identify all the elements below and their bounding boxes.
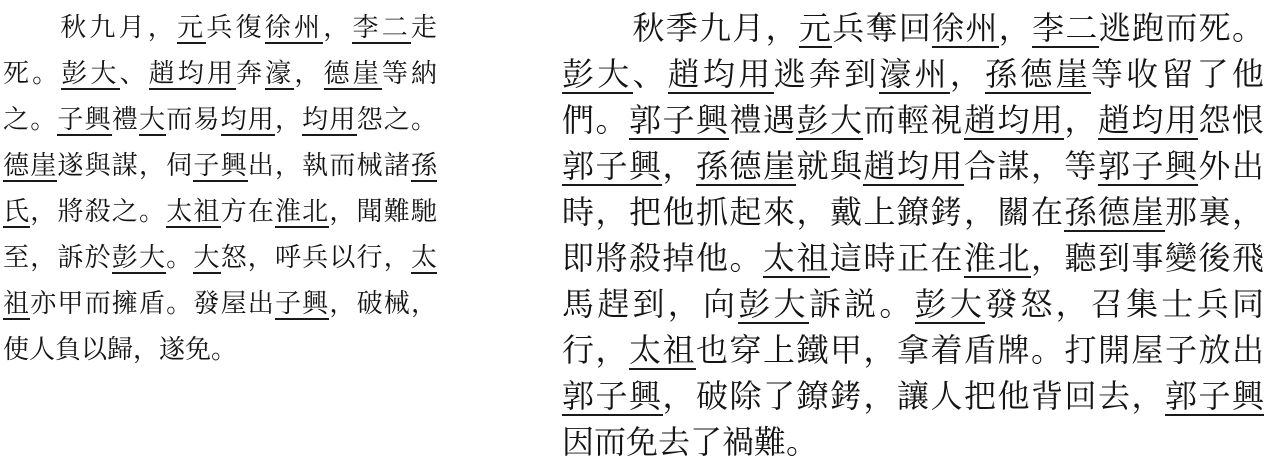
proper-noun-underlined: 郭子興 bbox=[1097, 148, 1199, 184]
text-line bbox=[562, 235, 1264, 281]
text-run: 那裏， bbox=[1164, 194, 1264, 230]
proper-noun-underlined: 均用 bbox=[220, 105, 275, 134]
proper-noun-underlined: 子興 bbox=[274, 289, 330, 318]
text-run: 即將殺掉他。 bbox=[562, 240, 763, 276]
proper-noun-underlined: 郭子興 bbox=[629, 102, 730, 138]
proper-noun-underlined: 德崖 bbox=[3, 151, 58, 180]
text-run: 外出 bbox=[1198, 148, 1264, 184]
proper-noun-underlined: 孫德崖 bbox=[1064, 194, 1165, 230]
text-line bbox=[562, 97, 1264, 143]
text-run: 方在 bbox=[220, 197, 275, 226]
proper-noun-underlined: 淮北 bbox=[274, 197, 330, 226]
text-run: ，將殺之。 bbox=[30, 197, 167, 226]
text-run: ， bbox=[274, 105, 303, 134]
text-run: 禮遇 bbox=[729, 102, 797, 138]
text-run: ， bbox=[662, 148, 696, 184]
proper-noun-underlined: 子興 bbox=[193, 151, 248, 180]
text-run: ， bbox=[323, 13, 353, 42]
text-run: 這時正在 bbox=[829, 240, 964, 276]
text-line bbox=[562, 327, 1264, 373]
proper-noun-underlined: 孫 bbox=[410, 151, 437, 180]
proper-noun-underlined: 子興 bbox=[57, 105, 112, 134]
text-run: 就與 bbox=[796, 148, 864, 184]
text-line bbox=[3, 5, 437, 51]
text-line bbox=[562, 51, 1264, 97]
text-run: 怨恨 bbox=[1198, 102, 1264, 138]
proper-noun-underlined: 趙均用 bbox=[963, 102, 1065, 138]
proper-noun-underlined: 太祖 bbox=[762, 240, 830, 276]
proper-noun-underlined: 太祖 bbox=[629, 332, 696, 368]
text-run: ，聞難馳 bbox=[329, 197, 437, 226]
text-run: 至，訴於 bbox=[3, 243, 112, 272]
proper-noun-underlined: 彭大 bbox=[111, 243, 167, 272]
text-run: ，破械， bbox=[329, 289, 437, 318]
text-run: 等收留了他 bbox=[1090, 56, 1264, 92]
text-run: 怒，呼兵以行， bbox=[220, 243, 411, 272]
proper-noun-underlined: 趙均用 bbox=[148, 59, 237, 88]
text-run: 秋九月， bbox=[60, 13, 178, 42]
proper-noun-underlined: 彭大 bbox=[738, 286, 809, 322]
proper-noun-underlined: 祖 bbox=[3, 289, 31, 318]
text-run: 。 bbox=[166, 243, 194, 272]
proper-noun-underlined: 彭大 bbox=[61, 59, 120, 88]
text-line bbox=[562, 5, 1264, 51]
text-run: 們。 bbox=[562, 102, 629, 138]
text-run: 怨之。 bbox=[356, 105, 437, 134]
text-run: 也穿上鐵甲，拿着盾牌。打開屋子放出 bbox=[696, 332, 1264, 368]
text-line bbox=[3, 281, 437, 327]
text-line bbox=[3, 51, 437, 97]
proper-noun-underlined: 均用 bbox=[302, 105, 357, 134]
proper-noun-underlined: 元 bbox=[798, 10, 833, 46]
text-run: 逃奔到 bbox=[773, 56, 880, 92]
proper-noun-underlined: 彭大 bbox=[562, 56, 633, 92]
text-run: 亦甲而擁盾。發屋出 bbox=[30, 289, 275, 318]
text-run: 之。 bbox=[3, 105, 58, 134]
text-line bbox=[562, 189, 1264, 235]
text-run: 禮 bbox=[111, 105, 139, 134]
proper-noun-underlined: 濠州 bbox=[879, 56, 950, 92]
text-run: ， bbox=[294, 59, 324, 88]
text-run: 等納 bbox=[381, 59, 437, 88]
text-run: 遂與謀，伺 bbox=[57, 151, 194, 180]
proper-noun-underlined: 彭大 bbox=[796, 102, 864, 138]
proper-noun-underlined: 郭子興 bbox=[1164, 378, 1264, 414]
text-run: 、 bbox=[632, 56, 668, 92]
proper-noun-underlined: 太祖 bbox=[166, 197, 221, 226]
text-run: 走 bbox=[410, 13, 437, 42]
classical-text-column bbox=[3, 5, 437, 474]
text-line bbox=[3, 235, 437, 281]
proper-noun-underlined: 氏 bbox=[3, 197, 31, 226]
proper-noun-underlined: 孫德崖 bbox=[985, 56, 1091, 92]
text-run: ，聽到事變後飛 bbox=[1030, 240, 1264, 276]
text-run: 時，把他抓起來，戴上鐐銬，關在 bbox=[562, 194, 1065, 230]
proper-noun-underlined: 濠 bbox=[265, 59, 295, 88]
proper-noun-underlined: 郭子興 bbox=[562, 148, 663, 184]
proper-noun-underlined: 徐州 bbox=[932, 10, 999, 46]
text-run: 馬趕到，向 bbox=[562, 286, 739, 322]
text-run: ，破除了鐐銬，讓人把他背回去， bbox=[662, 378, 1165, 414]
text-line bbox=[3, 143, 437, 189]
text-run: 死。 bbox=[3, 59, 62, 88]
proper-noun-underlined: 淮北 bbox=[963, 240, 1031, 276]
proper-noun-underlined: 彭大 bbox=[914, 286, 986, 322]
proper-noun-underlined: 李二 bbox=[1032, 10, 1099, 46]
proper-noun-underlined: 大 bbox=[138, 105, 167, 134]
text-line bbox=[562, 419, 1264, 465]
text-run: 發怒，召集士兵同 bbox=[985, 286, 1264, 322]
text-run: 、 bbox=[119, 59, 149, 88]
proper-noun-underlined: 徐州 bbox=[264, 13, 324, 42]
text-run: ， bbox=[998, 10, 1033, 46]
proper-noun-underlined: 趙均用 bbox=[863, 148, 964, 184]
text-run: 使人負以歸，遂免。 bbox=[3, 335, 238, 364]
proper-noun-underlined: 李二 bbox=[352, 13, 411, 42]
text-run: 奔 bbox=[236, 59, 266, 88]
text-run: 訴説。 bbox=[808, 286, 915, 322]
text-run: 合謀，等 bbox=[963, 148, 1098, 184]
text-run: 而易 bbox=[166, 105, 221, 134]
proper-noun-underlined: 太 bbox=[410, 243, 437, 272]
text-run: 秋季九月， bbox=[632, 10, 799, 46]
proper-noun-underlined: 趙均用 bbox=[1097, 102, 1199, 138]
text-run: 逃跑而死。 bbox=[1098, 10, 1264, 46]
translation-text-column bbox=[562, 5, 1264, 474]
text-line bbox=[562, 143, 1264, 189]
text-line bbox=[562, 373, 1264, 419]
proper-noun-underlined: 郭子興 bbox=[562, 378, 663, 414]
proper-noun-underlined: 德崖 bbox=[323, 59, 382, 88]
text-line bbox=[3, 189, 437, 235]
text-run: 因而免去了禍難。 bbox=[562, 424, 819, 460]
proper-noun-underlined: 趙均用 bbox=[667, 56, 774, 92]
text-run: 出，執而械諸 bbox=[247, 151, 411, 180]
text-line bbox=[562, 281, 1264, 327]
text-line bbox=[3, 97, 437, 143]
text-run: ， bbox=[1064, 102, 1098, 138]
text-run: 行， bbox=[562, 332, 629, 368]
text-run: 兵復 bbox=[206, 13, 265, 42]
text-line bbox=[3, 327, 437, 373]
text-run: 而輕視 bbox=[863, 102, 964, 138]
proper-noun-underlined: 元 bbox=[177, 13, 207, 42]
text-run: ， bbox=[949, 56, 986, 92]
text-run: 兵奪回 bbox=[832, 10, 933, 46]
proper-noun-underlined: 孫德崖 bbox=[695, 148, 797, 184]
proper-noun-underlined: 大 bbox=[193, 243, 221, 272]
